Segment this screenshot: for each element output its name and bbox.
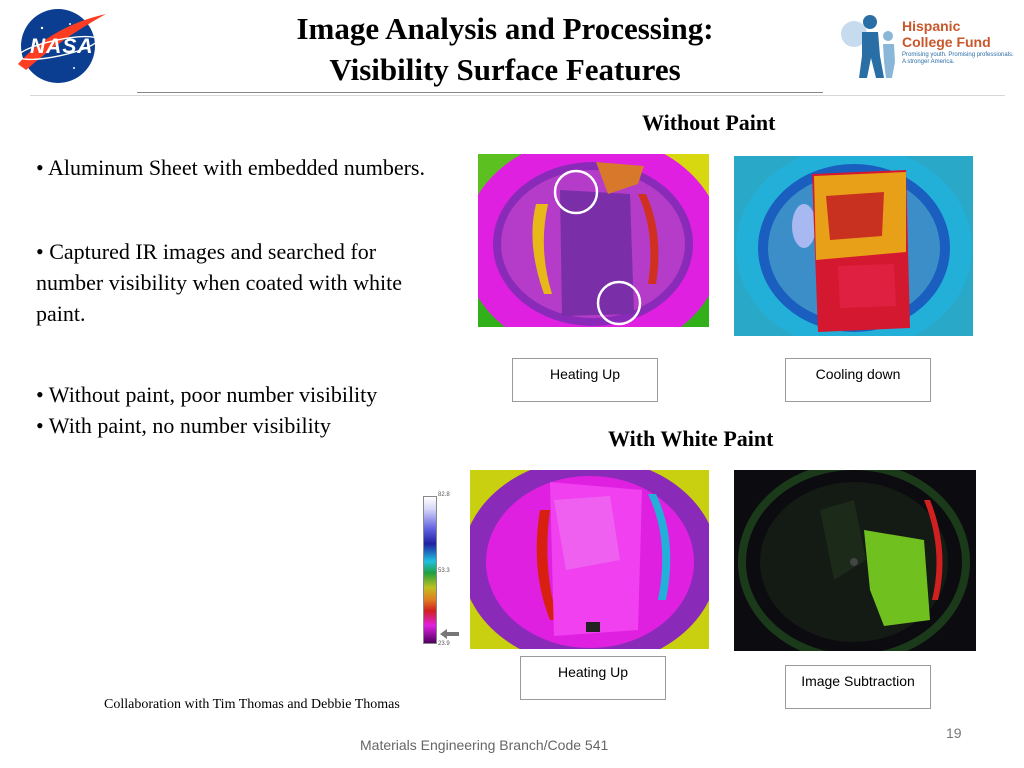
caption-heating-up-top: Heating Up bbox=[512, 358, 658, 402]
arrow-left-icon bbox=[440, 629, 460, 639]
color-scale-mid: 53.3 bbox=[438, 568, 450, 574]
section-heading-without-paint: Without Paint bbox=[642, 110, 776, 135]
hcf-name-line-1: Hispanic bbox=[902, 18, 961, 34]
color-scale-min: 23.9 bbox=[438, 641, 450, 647]
bullet-item: • With paint, no number visibility bbox=[36, 413, 331, 438]
bullet-item: • Without paint, poor number visibility bbox=[36, 382, 378, 407]
hcf-figures-icon bbox=[840, 12, 900, 80]
header-divider bbox=[30, 95, 1005, 96]
ir-image-heating-painted bbox=[470, 470, 709, 649]
page-number: 19 bbox=[946, 725, 962, 741]
ir-image-subtraction bbox=[734, 470, 976, 651]
hcf-tagline-1: Promising youth. Promising professionals. bbox=[902, 52, 1014, 58]
title-line-2: Visibility Surface Features bbox=[329, 52, 681, 87]
bullet-list bbox=[36, 152, 436, 441]
footer-branch: Materials Engineering Branch/Code 541 bbox=[360, 737, 609, 753]
hcf-logo bbox=[840, 12, 1015, 82]
page-title bbox=[200, 8, 810, 90]
color-scale-max: 82.8 bbox=[438, 492, 450, 498]
color-scale-gradient bbox=[423, 496, 437, 644]
bullet-item: • Captured IR images and searched for number visibility when coated with white paint. bbox=[36, 239, 402, 326]
caption-image-subtraction: Image Subtraction bbox=[785, 665, 931, 709]
temperature-color-scale bbox=[420, 492, 464, 648]
title-line-1: Image Analysis and Processing: bbox=[296, 11, 714, 46]
collaboration-note: Collaboration with Tim Thomas and Debbie Thomas bbox=[104, 697, 400, 712]
caption-cooling-down: Cooling down bbox=[785, 358, 931, 402]
title-divider bbox=[137, 92, 823, 93]
nasa-logo-text: NASA bbox=[30, 35, 94, 58]
hcf-tagline-2: A stronger America. bbox=[902, 59, 955, 65]
nasa-logo bbox=[12, 6, 108, 86]
caption-heating-up-bottom: Heating Up bbox=[520, 656, 666, 700]
ir-image-heating-unpainted bbox=[478, 154, 709, 327]
hcf-name-line-2: College Fund bbox=[902, 34, 991, 50]
section-heading-with-paint: With White Paint bbox=[608, 426, 774, 451]
bullet-item: • Aluminum Sheet with embedded numbers. bbox=[36, 155, 425, 180]
ir-image-cooling-unpainted bbox=[734, 156, 973, 336]
